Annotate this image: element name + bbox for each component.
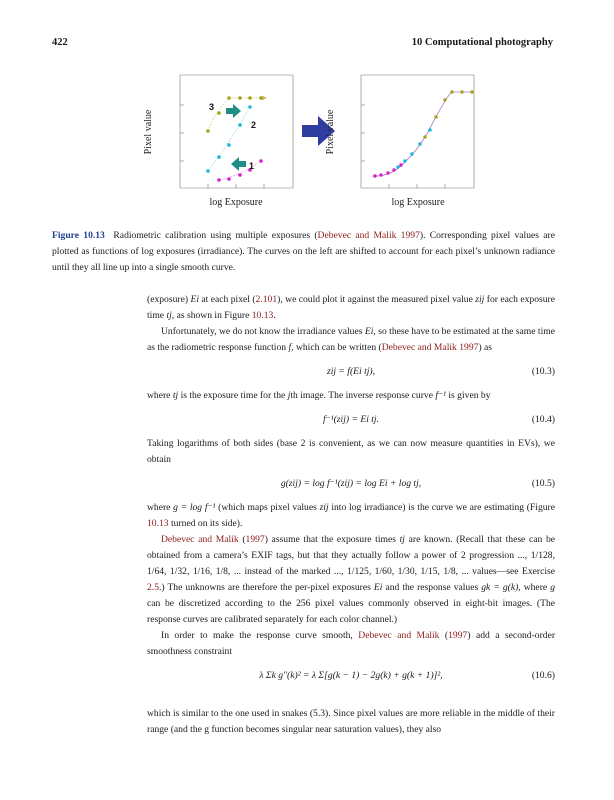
figure-caption	[52, 228, 555, 276]
figure-ref-link[interactable]: 10.13	[251, 310, 274, 321]
paragraph-7: In order to make the response curve smooth, Debevec and Malik (1997) add a second-order smoothness constraint	[147, 630, 556, 657]
equation-10-5: g(zij) = log f⁻¹(zij) = log Ei + log tj, (10.5)	[280, 478, 555, 489]
exercise-ref-link[interactable]: 2.5	[147, 582, 159, 593]
figure-ref-link-2[interactable]: 10.13	[147, 518, 169, 529]
citation-link[interactable]: Debevec and Malik 1997	[381, 342, 479, 353]
curve-label-2: 2	[251, 120, 257, 130]
curve-label-3: 3	[209, 102, 215, 112]
caption-citation-link[interactable]: Debevec and Malik 1997	[317, 230, 420, 241]
chapter-title: 10 Computational photography	[411, 37, 553, 48]
left-ylabel: Pixel value	[143, 109, 154, 155]
paragraph-3: where tj is the exposure time for the jth image. The inverse response curve f⁻¹ is given by	[147, 390, 491, 401]
shift-left-arrow-icon	[231, 157, 246, 171]
left-xlabel: log Exposure	[209, 197, 263, 208]
paragraph-1: (exposure) Ei at each pixel (2.101), we could plot it against the measured pixel value zij for each exposure time tj, as shown in Figure 10.13.	[147, 294, 556, 321]
paragraph-5: where g = log f⁻¹ (which maps pixel values zij into log irradiance) is the curve we are estimating (Figure 10.13 turned on its side).	[147, 502, 555, 529]
page-number: 422	[52, 37, 68, 48]
equation-ref-link[interactable]: 2.101	[255, 294, 278, 305]
curve-label-1: 1	[249, 161, 255, 171]
equation-10-4: f⁻¹(zij) = Ei tj. (10.4)	[323, 414, 555, 425]
body-text	[147, 292, 555, 738]
caption-text-1: Radiometric calibration using multiple exposures (	[113, 230, 318, 241]
right-xlabel: log Exposure	[391, 197, 445, 208]
shift-right-arrow-icon	[226, 104, 241, 118]
figure-10-13	[0, 0, 614, 225]
right-ylabel: Pixel value	[325, 109, 336, 155]
equation-10-6: λ Σk g″(k)² = λ Σ[g(k − 1) − 2g(k) + g(k + 1)]², (10.6)	[259, 670, 555, 681]
citation-year-link-2[interactable]: 1997	[448, 630, 468, 641]
paragraph-2: Unfortunately, we do not know the irradiance values Ei, so these have to be estimated at the same time as the radiometric response function f, which can be written (Debevec and Malik 1997) as	[147, 326, 555, 353]
paragraph-4: Taking logarithms of both sides (base 2 is convenient, as we can now measure quantities in EVs), we obtain	[147, 438, 555, 465]
caption-label: Figure 10.13	[52, 230, 105, 241]
paragraph-8: which is similar to the one used in snakes (5.3). Since pixel values are more reliable in the middle of their range (and the g function becomes singular near saturation values), they also	[147, 708, 555, 735]
paragraph-6: Debevec and Malik (1997) assume that the exposure times tj are known. (Recall that these can be obtained from a camera’s EXIF tags, but that they actually follow a power of 2 progression ..., 1/128, 1/64, 1/32, 1/16, 1/8, ... instead of the marked ..., 1/125, 1/60, 1/30, 1/15, 1/8, ... values—see Exercise 2.5.) The unknowns are therefore the per-pixel exposures Ei and the response values gk = g(k), where g can be discretized according to the 256 pixel values commonly observed in eight-bit images. (The response curves are calibrated separately for each color channel.)	[147, 534, 556, 625]
citation-year-link[interactable]: 1997	[245, 534, 265, 545]
left-plot-panel	[143, 75, 293, 208]
caption-text-2: ). Corresponding pixel values are plotted as functions of log exposures (irradiance). The curves on the left are shifted to account for each pixel’s unknown radiance until they all line up into a single smooth curve.	[52, 230, 555, 273]
citation-link-2[interactable]: Debevec and Malik	[161, 534, 239, 545]
equation-10-3: zij = f(Ei tj), (10.3)	[326, 366, 555, 377]
citation-link-3[interactable]: Debevec and Malik	[358, 630, 440, 641]
right-plot-panel	[325, 75, 474, 208]
